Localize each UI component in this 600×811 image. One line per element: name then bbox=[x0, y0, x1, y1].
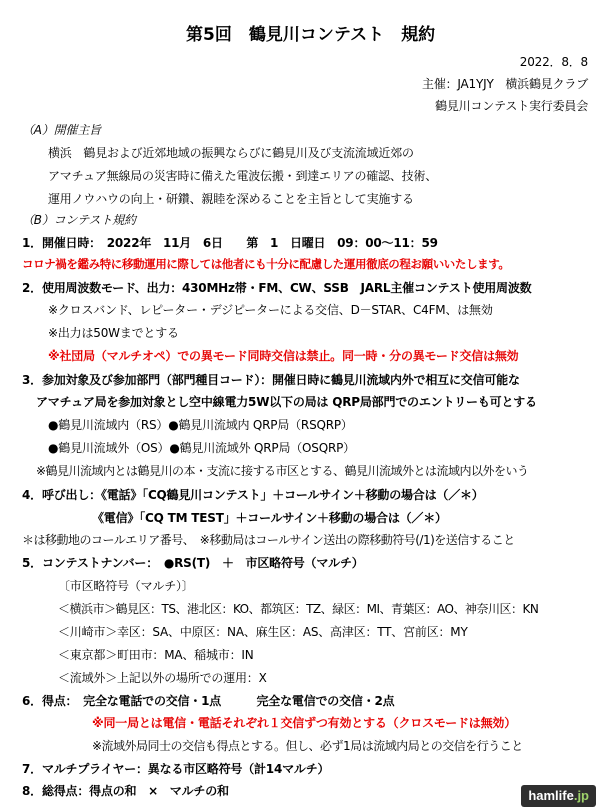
rule-4-note: ＊は移動地のコールエリア番号、 ※移動局はコールサイン送出の際移動符号(/1)を送信すること bbox=[22, 533, 515, 547]
rule-4-line: 《電信》「CQ TM TEST」＋コールサイン＋移動の場合は（／＊） bbox=[92, 511, 447, 525]
rule-5-line: ＜横浜市＞鶴見区：TS、港北区：KO、都筑区：TZ、緑区：MI、青葉区：AO、神奈川区：KN bbox=[58, 602, 539, 616]
rule-1-note: コロナ禍を鑑み特に移動運用に際しては他者にも十分に配慮した運用徹底の程お願いいたします。 bbox=[22, 257, 510, 271]
committee: 鶴見川コンテスト実行委員会 bbox=[435, 99, 588, 113]
rule-4-calling: 4．呼び出し：《電話》「CQ鶴見川コンテスト」＋コールサイン＋移動の場合は（／＊） bbox=[22, 488, 484, 502]
rule-3-line: アマチュア局を参加対象とし空中線電力5W以下の局は QRP局部門でのエントリーも可とする bbox=[36, 395, 537, 409]
rule-1-schedule: 1．開催日時： 2022年 11月 6日 第 1 日曜日 09：00～11：59 bbox=[22, 236, 438, 250]
rule-3-category: ●鶴見川流域外（OS）●鶴見川流域外 QRP局（OSQRP） bbox=[48, 441, 355, 455]
watermark-text: hamlife bbox=[528, 788, 574, 803]
rule-5-line: ＜川崎市＞幸区：SA、中原区：NA、麻生区：AS、高津区：TT、宮前区：MY bbox=[58, 625, 468, 639]
rule-5-line: ＜東京都＞町田市：MA、稲城市：IN bbox=[58, 648, 254, 662]
issue-date: 2022．8．8 bbox=[519, 55, 588, 69]
rule-6-note: ※流域外局同士の交信も得点とする。但し、必ず1局は流域内局との交信を行うこと bbox=[92, 739, 523, 753]
rule-6-note-red: ※同一局とは電信・電話それぞれ１交信ずつ有効とする（クロスモードは無効） bbox=[92, 716, 516, 730]
rule-7-multiplier: 7．マルチプライヤー：異なる市区略符号（計14マルチ） bbox=[22, 762, 330, 776]
rule-5-line: 〔市区略符号（マルチ）〕 bbox=[58, 579, 194, 593]
rule-3-participants: 3．参加対象及び参加部門（部門種目コード）：開催日時に鶴見川流域内外で相互に交信可能な bbox=[22, 373, 520, 387]
rule-2-frequency: 2．使用周波数モード、出力：430MHz帯・FM、CW、SSB JARL主催コンテスト使用周波数 bbox=[22, 281, 532, 295]
watermark-suffix: .jp bbox=[573, 788, 589, 803]
rule-3-note: ※鶴見川流域内とは鶴見川の本・支流に接する市区とする、鶴見川流域外とは流域内以外をいう bbox=[36, 464, 529, 478]
rule-5-number: 5．コンテストナンバー： ●RS(T) ＋ 市区略符号（マルチ） bbox=[22, 556, 364, 570]
rule-6-points: 6．得点： 完全な電話での交信・1点 完全な電信での交信・2点 bbox=[22, 694, 395, 708]
watermark-logo bbox=[521, 785, 596, 807]
section-a-line: 運用ノウハウの向上・研鑽、親睦を深めることを主旨として実施する bbox=[48, 192, 414, 206]
section-b-heading: （B）コンテスト規約 bbox=[22, 213, 136, 227]
section-a-heading: （A）開催主旨 bbox=[22, 123, 101, 137]
rule-8-total-score: 8．総得点：得点の和 × マルチの和 bbox=[22, 784, 229, 798]
rule-2-note: ※出力は50Wまでとする bbox=[48, 326, 179, 340]
rule-5-line: ＜流域外＞上記以外の場所での運用：X bbox=[58, 671, 267, 685]
section-a-line: アマチュア無線局の災害時に備えた電波伝搬・到達エリアの確認、技術、 bbox=[48, 169, 438, 183]
rule-2-note: ※クロスバンド、レピーター・デジピーターによる交信、D－STAR、C4FM、は無効 bbox=[48, 303, 493, 317]
rule-3-category: ●鶴見川流域内（RS）●鶴見川流域内 QRP局（RSQRP） bbox=[48, 418, 353, 432]
organizer: 主催：JA1YJY 横浜鶴見クラブ bbox=[422, 77, 588, 91]
section-a-line: 横浜 鶴見および近郊地域の振興ならびに鶴見川及び支流流域近郊の bbox=[48, 146, 414, 160]
rule-2-note-red: ※社団局（マルチオペ）での異モード同時交信は禁止。同一時・分の異モード交信は無効 bbox=[48, 349, 519, 363]
page-title: 第5回 鶴見川コンテスト 規約 bbox=[186, 25, 436, 45]
